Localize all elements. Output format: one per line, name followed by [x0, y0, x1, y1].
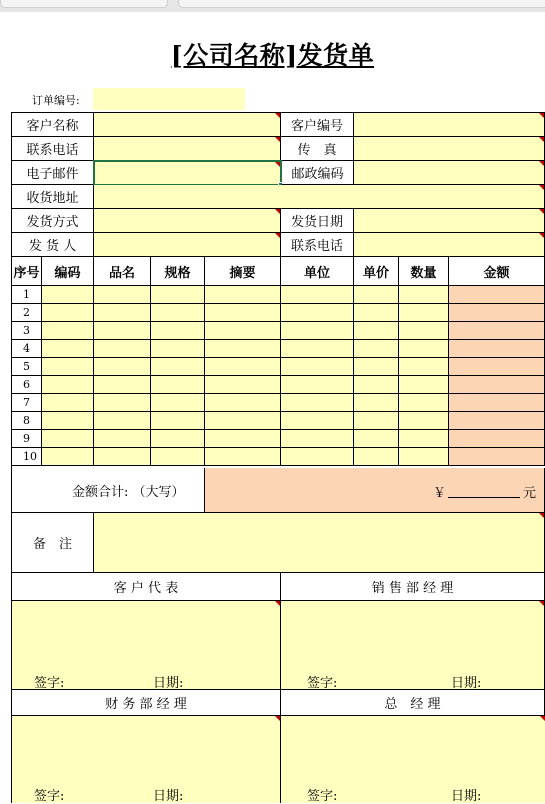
col-header-amount: 金额 — [449, 257, 545, 286]
spec-cell[interactable] — [151, 448, 205, 466]
sheet-tab[interactable] — [0, 0, 168, 8]
product-cell[interactable] — [94, 322, 151, 340]
phone-label: 联系电话 — [12, 137, 94, 161]
row-index: 4 — [12, 340, 42, 358]
currency-symbol: ￥ — [433, 486, 447, 501]
ship-date-label: 发货日期 — [281, 209, 354, 233]
date-label: 日期: — [153, 676, 184, 691]
code-cell[interactable] — [42, 304, 94, 322]
ship-method-field[interactable] — [94, 209, 281, 233]
total-amount-field[interactable] — [205, 468, 545, 513]
comment-marker — [275, 233, 280, 238]
summary-cell[interactable] — [205, 430, 281, 448]
price-cell[interactable] — [354, 358, 399, 376]
order-number-field[interactable] — [93, 88, 245, 110]
amount-cell[interactable] — [449, 304, 545, 322]
price-cell[interactable] — [354, 286, 399, 304]
price-cell[interactable] — [354, 430, 399, 448]
code-cell[interactable] — [42, 430, 94, 448]
date-label: 日期: — [153, 789, 184, 804]
summary-cell[interactable] — [205, 376, 281, 394]
row-index: 5 — [12, 358, 42, 376]
product-cell[interactable] — [94, 394, 151, 412]
amount-cell[interactable] — [449, 376, 545, 394]
general-manager-heading: 总 经 理 — [281, 690, 545, 716]
comment-marker — [539, 513, 544, 518]
quantity-cell[interactable] — [399, 430, 449, 448]
amount-underline — [448, 497, 520, 498]
comment-marker — [539, 161, 544, 166]
spec-cell[interactable] — [151, 430, 205, 448]
unit-cell[interactable] — [281, 376, 354, 394]
comment-marker — [539, 233, 544, 238]
contact-phone-field[interactable] — [354, 233, 545, 257]
code-cell[interactable] — [42, 394, 94, 412]
spec-cell[interactable] — [151, 340, 205, 358]
product-cell[interactable] — [94, 358, 151, 376]
unit-cell[interactable] — [281, 394, 354, 412]
spec-cell[interactable] — [151, 358, 205, 376]
contact-phone-label: 联系电话 — [281, 233, 354, 257]
row-index: 6 — [12, 376, 42, 394]
price-cell[interactable] — [354, 304, 399, 322]
amount-cell[interactable] — [449, 322, 545, 340]
shipper-label: 发 货 人 — [12, 233, 94, 257]
code-cell[interactable] — [42, 376, 94, 394]
postcode-field[interactable] — [354, 161, 545, 185]
unit-cell[interactable] — [281, 448, 354, 466]
product-cell[interactable] — [94, 430, 151, 448]
spec-cell[interactable] — [151, 376, 205, 394]
finance-manager-sign-area[interactable] — [12, 716, 281, 803]
general-manager-sign-area[interactable] — [281, 716, 545, 803]
summary-cell[interactable] — [205, 358, 281, 376]
fax-label: 传 真 — [281, 137, 354, 161]
row-index: 7 — [12, 394, 42, 412]
comment-marker — [539, 601, 544, 606]
amount-cell[interactable] — [449, 412, 545, 430]
customer-name-label: 客户名称 — [12, 113, 94, 137]
address-field[interactable] — [94, 185, 545, 209]
unit-cell[interactable] — [281, 358, 354, 376]
code-cell[interactable] — [42, 358, 94, 376]
fax-field[interactable] — [354, 137, 545, 161]
quantity-cell[interactable] — [399, 304, 449, 322]
ship-date-field[interactable] — [354, 209, 545, 233]
row-index: 8 — [12, 412, 42, 430]
quantity-cell[interactable] — [399, 394, 449, 412]
amount-cell[interactable] — [449, 358, 545, 376]
col-header-unit: 单位 — [281, 257, 354, 286]
sign-label: 签字: — [34, 676, 65, 691]
sign-label: 签字: — [307, 789, 338, 804]
customer-no-label: 客户编号 — [281, 113, 354, 137]
postcode-label: 邮政编码 — [282, 161, 354, 185]
product-cell[interactable] — [94, 412, 151, 430]
sign-label: 签字: — [34, 789, 65, 804]
unit-cell[interactable] — [281, 430, 354, 448]
unit-cell[interactable] — [281, 322, 354, 340]
finance-manager-heading: 财 务 部 经 理 — [12, 690, 281, 716]
quantity-cell[interactable] — [399, 322, 449, 340]
amount-cell[interactable] — [449, 340, 545, 358]
code-cell[interactable] — [42, 340, 94, 358]
amount-cell[interactable] — [449, 430, 545, 448]
product-cell[interactable] — [94, 304, 151, 322]
date-label: 日期: — [451, 789, 482, 804]
spec-cell[interactable] — [151, 304, 205, 322]
col-header-quantity: 数量 — [399, 257, 449, 286]
quantity-cell[interactable] — [399, 286, 449, 304]
sales-manager-sign-area[interactable] — [281, 601, 545, 690]
customer-rep-heading: 客 户 代 表 — [12, 573, 281, 601]
col-header-code: 编码 — [42, 257, 94, 286]
price-cell[interactable] — [354, 322, 399, 340]
comment-marker — [275, 113, 280, 118]
phone-field[interactable] — [94, 137, 281, 161]
spec-cell[interactable] — [151, 286, 205, 304]
amount-cell[interactable] — [449, 286, 545, 304]
col-header-product: 品名 — [94, 257, 151, 286]
product-cell[interactable] — [94, 286, 151, 304]
quantity-cell[interactable] — [399, 358, 449, 376]
unit-cell[interactable] — [281, 304, 354, 322]
product-cell[interactable] — [94, 448, 151, 466]
ship-method-label: 发货方式 — [12, 209, 94, 233]
remarks-field[interactable] — [94, 513, 545, 573]
sheet-tab[interactable] — [178, 0, 545, 8]
row-index: 3 — [12, 322, 42, 340]
product-cell[interactable] — [94, 340, 151, 358]
price-cell[interactable] — [354, 340, 399, 358]
row-index: 1 — [12, 286, 42, 304]
comment-marker — [275, 601, 280, 606]
col-header-spec: 规格 — [151, 257, 205, 286]
price-cell[interactable] — [354, 394, 399, 412]
code-cell[interactable] — [42, 286, 94, 304]
row-index: 9 — [12, 430, 42, 448]
remarks-label: 备 注 — [12, 513, 94, 573]
page-title: [公司名称]发货单 — [170, 41, 375, 70]
spec-cell[interactable] — [151, 322, 205, 340]
order-number-label: 订单编号: — [32, 94, 80, 107]
amount-cell[interactable] — [449, 394, 545, 412]
quantity-cell[interactable] — [399, 376, 449, 394]
summary-cell[interactable] — [205, 412, 281, 430]
date-label: 日期: — [451, 676, 482, 691]
price-cell[interactable] — [354, 376, 399, 394]
row-index: 2 — [12, 304, 42, 322]
comment-marker — [540, 716, 545, 721]
customer-rep-sign-area[interactable] — [12, 601, 281, 690]
sales-manager-heading: 销 售 部 经 理 — [281, 573, 545, 601]
address-label: 收货地址 — [12, 185, 94, 209]
shipper-field[interactable] — [94, 233, 281, 257]
col-header-summary: 摘要 — [205, 257, 281, 286]
customer-name-field[interactable] — [94, 113, 281, 137]
row-index: 10 — [12, 448, 42, 466]
comment-marker — [275, 162, 280, 167]
code-cell[interactable] — [42, 322, 94, 340]
price-cell[interactable] — [354, 412, 399, 430]
currency-unit: 元 — [523, 486, 537, 501]
customer-no-field[interactable] — [354, 113, 545, 137]
comment-marker — [539, 185, 544, 190]
comment-marker — [539, 137, 544, 142]
summary-cell[interactable] — [205, 322, 281, 340]
spec-cell[interactable] — [151, 394, 205, 412]
summary-cell[interactable] — [205, 286, 281, 304]
quantity-cell[interactable] — [399, 340, 449, 358]
unit-cell[interactable] — [281, 340, 354, 358]
sign-label: 签字: — [307, 676, 338, 691]
summary-cell[interactable] — [205, 448, 281, 466]
comment-marker — [539, 113, 544, 118]
comment-marker — [539, 209, 544, 214]
amount-cell[interactable] — [449, 448, 545, 466]
email-field-selected[interactable] — [93, 160, 282, 186]
spec-cell[interactable] — [151, 412, 205, 430]
product-cell[interactable] — [94, 376, 151, 394]
code-cell[interactable] — [42, 448, 94, 466]
summary-cell[interactable] — [205, 304, 281, 322]
comment-marker — [275, 209, 280, 214]
code-cell[interactable] — [42, 412, 94, 430]
col-header-price: 单价 — [354, 257, 399, 286]
summary-cell[interactable] — [205, 394, 281, 412]
total-label: 金额合计: （大写） — [12, 468, 205, 513]
unit-cell[interactable] — [281, 412, 354, 430]
unit-cell[interactable] — [281, 286, 354, 304]
summary-cell[interactable] — [205, 340, 281, 358]
comment-marker — [275, 137, 280, 142]
email-label: 电子邮件 — [12, 161, 94, 185]
price-cell[interactable] — [354, 448, 399, 466]
comment-marker — [275, 716, 280, 721]
quantity-cell[interactable] — [399, 448, 449, 466]
quantity-cell[interactable] — [399, 412, 449, 430]
col-header-index: 序号 — [12, 257, 42, 286]
